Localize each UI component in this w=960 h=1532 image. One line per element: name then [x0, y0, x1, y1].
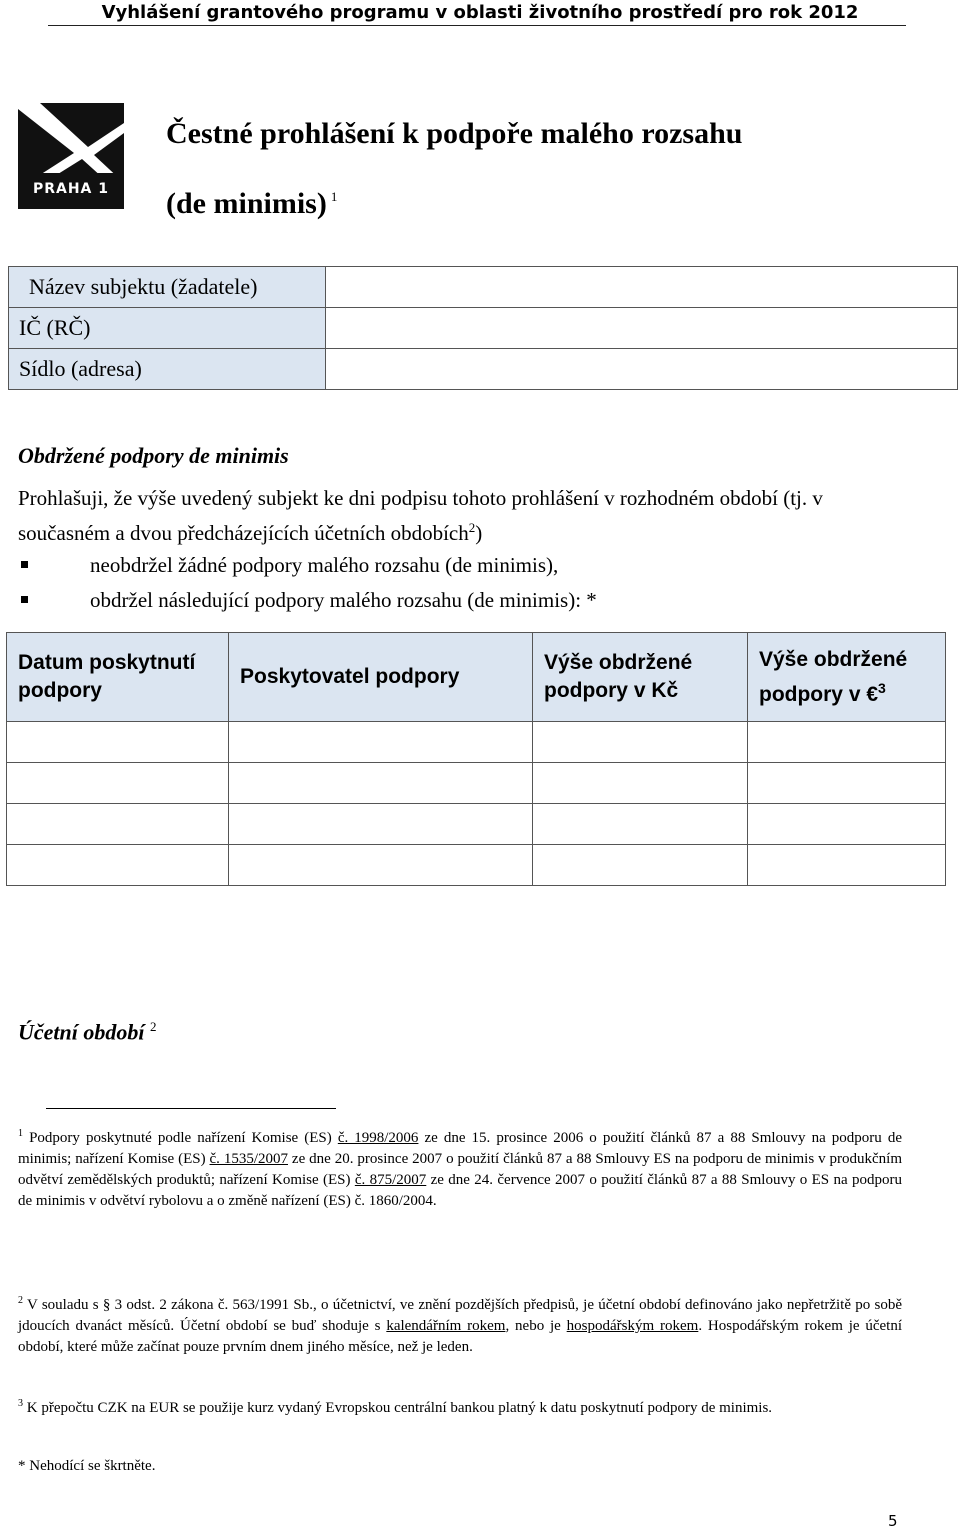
footnote-3	[18, 1393, 902, 1419]
declaration-options	[18, 548, 597, 618]
table-cell[interactable]	[229, 804, 533, 845]
footnote-text: Podpory poskytnuté podle nařízení Komise (ES)	[29, 1130, 338, 1146]
table-row	[9, 349, 958, 390]
period-text: Účetní období	[18, 1019, 145, 1045]
footnote-text: , nebo je	[505, 1318, 567, 1334]
footnote-mark: 2	[468, 520, 476, 535]
table-cell[interactable]	[533, 763, 748, 804]
regulation-reference: č. 1535/2007	[209, 1151, 288, 1167]
footnote-mark: 2	[150, 1019, 157, 1034]
applicant-id-label: IČ (RČ)	[9, 308, 326, 349]
declaration-text-part: Prohlašuji, že výše uvedený subjekt ke dni podpisu tohoto prohlášení v rozhodném období (tj. v současném a dvou předcházejících účetních obdobích	[18, 486, 823, 545]
table-row	[7, 722, 946, 763]
accounting-period-label	[18, 1019, 157, 1045]
support-table	[6, 632, 946, 886]
label-text: Název subjektu (žadatele)	[29, 274, 258, 299]
option-not-received[interactable]: neobdržel žádné podpory malého rozsahu (de minimis),	[18, 548, 597, 583]
header-text: Výše obdržené podpory v €	[759, 647, 908, 706]
page-subtitle	[166, 177, 337, 224]
table-cell[interactable]	[533, 845, 748, 886]
table-cell[interactable]	[7, 804, 229, 845]
footnote-separator	[46, 1108, 336, 1109]
applicant-id-field[interactable]	[326, 308, 958, 349]
term-link: kalendářním rokem	[386, 1318, 506, 1334]
praha1-logo	[18, 103, 124, 209]
page-number: 5	[888, 1512, 898, 1530]
footnote-text: V souladu s § 3 odst. 2 zákona č. 563/1991 Sb., o účetnictví, ve znění pozdějších předpisů, je účetní období definováno jako nepřetržitě po sobě jdoucích dvanáct měsíců. Účetní období se buď shoduje s	[18, 1297, 903, 1334]
table-cell[interactable]	[533, 722, 748, 763]
footnote-mark: 3	[18, 1398, 23, 1409]
footnote-2	[18, 1290, 902, 1358]
logo-text: PRAHA 1	[32, 181, 110, 197]
footnote-mark: 2	[18, 1295, 23, 1306]
footnote-text: ze dne 20. prosince 2007 o použití článků 87 a 88 Smlouvy ES na podporu de minimis v produkčním odvětví zemědělských produktů; nařízení Komise (ES)	[18, 1151, 902, 1188]
table-cell[interactable]	[7, 763, 229, 804]
table-row	[7, 763, 946, 804]
table-cell[interactable]	[229, 722, 533, 763]
section-heading: Obdržené podpory de minimis	[18, 443, 289, 468]
table-header-row	[7, 633, 946, 722]
option-received[interactable]: obdržel následující podpory malého rozsahu (de minimis): *	[18, 583, 597, 618]
footnote-text: ze dne 24. července 2007 o použití článků 87 a 88 Smlouvy o ES na podporu de minimis v odvětví rybolovu a o změně nařízení (ES) č. 1860/2004.	[18, 1172, 902, 1209]
footnote-mark: 1	[330, 189, 338, 204]
footnote-1	[18, 1123, 902, 1212]
regulation-reference: č. 875/2007	[354, 1172, 427, 1188]
footnote-text: K přepočtu CZK na EUR se použije kurz vydaný Evropskou centrální bankou platný k datu poskytnutí podpory de minimis.	[26, 1400, 773, 1416]
col-header-date: Datum poskytnutí podpory	[7, 633, 229, 722]
applicant-table	[8, 266, 958, 390]
declaration-text-part: )	[475, 521, 483, 545]
table-row	[9, 308, 958, 349]
applicant-address-label: Sídlo (adresa)	[9, 349, 326, 390]
table-cell[interactable]	[229, 763, 533, 804]
col-header-amount-eur	[748, 633, 946, 722]
table-row	[7, 804, 946, 845]
table-cell[interactable]	[533, 804, 748, 845]
footnote-mark: 1	[18, 1128, 23, 1139]
running-header: Vyhlášení grantového programu v oblasti životního prostředí pro rok 2012	[101, 2, 859, 23]
footnote-text: ze dne 15. prosince 2006 o použití článků 87 a 88 Smlouvy na podporu de minimis; nařízení Komise (ES)	[18, 1130, 902, 1167]
footnote-mark: 3	[878, 679, 886, 696]
regulation-reference: č. 1998/2006	[337, 1130, 419, 1146]
table-row	[9, 267, 958, 308]
table-row	[7, 845, 946, 886]
header-rule	[48, 25, 906, 26]
table-cell[interactable]	[748, 804, 946, 845]
footnote-text: . Hospodářským rokem je účetní období, které může začínat pouze prvním dnem jiného měsíce, než je leden.	[18, 1318, 903, 1355]
col-header-amount-czk: Výše obdržené podpory v Kč	[533, 633, 748, 722]
declaration-text	[18, 483, 918, 548]
table-cell[interactable]	[229, 845, 533, 886]
subtitle-text: (de minimis)	[166, 187, 327, 220]
strike-note: * Nehodící se škrtněte.	[18, 1458, 156, 1474]
table-cell[interactable]	[748, 763, 946, 804]
col-header-provider: Poskytovatel podpory	[229, 633, 533, 722]
applicant-name-label	[9, 267, 326, 308]
applicant-name-field[interactable]	[326, 267, 958, 308]
term-link: hospodářským rokem	[566, 1318, 699, 1334]
table-cell[interactable]	[7, 845, 229, 886]
table-cell[interactable]	[748, 722, 946, 763]
page-title: Čestné prohlášení k podpoře malého rozsahu	[166, 117, 743, 150]
applicant-address-field[interactable]	[326, 349, 958, 390]
table-cell[interactable]	[7, 722, 229, 763]
table-cell[interactable]	[748, 845, 946, 886]
